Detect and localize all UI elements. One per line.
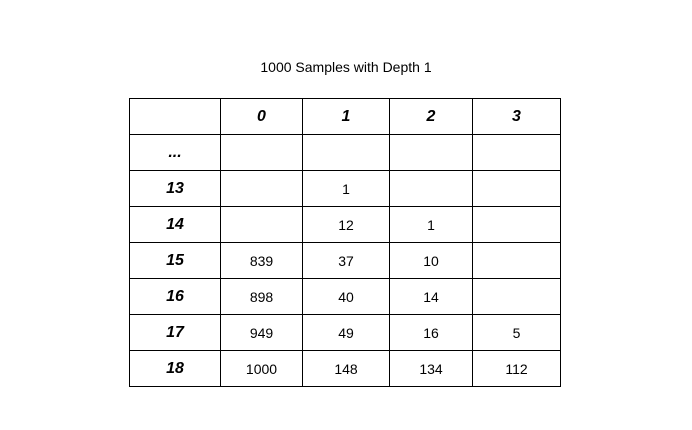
- table-cell: 10: [390, 243, 473, 279]
- samples-table: [129, 98, 561, 387]
- table-cell: [303, 135, 390, 171]
- table-cell: [473, 279, 561, 315]
- row-header: ...: [130, 135, 221, 171]
- row-header: 16: [130, 279, 221, 315]
- table-cell: 148: [303, 351, 390, 387]
- column-header: 2: [390, 99, 473, 135]
- table-row: [130, 135, 561, 171]
- table-cell: [390, 135, 473, 171]
- table-cell: 16: [390, 315, 473, 351]
- table-cell: 839: [221, 243, 303, 279]
- column-header: 0: [221, 99, 303, 135]
- table-cell: [473, 207, 561, 243]
- table-cell: 14: [390, 279, 473, 315]
- table-cell: [221, 135, 303, 171]
- table-cell: 1: [303, 171, 390, 207]
- table-cell: [390, 171, 473, 207]
- table-row: [130, 243, 561, 279]
- table-cell: 40: [303, 279, 390, 315]
- row-header: 17: [130, 315, 221, 351]
- table-cell: [221, 171, 303, 207]
- table-cell: 898: [221, 279, 303, 315]
- table-cell: 949: [221, 315, 303, 351]
- table-cell: 1000: [221, 351, 303, 387]
- table-cell: 134: [390, 351, 473, 387]
- header-row: [130, 99, 561, 135]
- row-header: 14: [130, 207, 221, 243]
- table-cell: 5: [473, 315, 561, 351]
- table-row: [130, 171, 561, 207]
- row-header: 13: [130, 171, 221, 207]
- table-cell: 49: [303, 315, 390, 351]
- column-header: 1: [303, 99, 390, 135]
- table-title: 1000 Samples with Depth 1: [260, 59, 432, 75]
- table-row: [130, 279, 561, 315]
- table-row: [130, 315, 561, 351]
- column-header: 3: [473, 99, 561, 135]
- table-cell: [221, 207, 303, 243]
- corner-cell: [130, 99, 221, 135]
- table-cell: 1: [390, 207, 473, 243]
- row-header: 15: [130, 243, 221, 279]
- table-cell: [473, 243, 561, 279]
- table-cell: [473, 171, 561, 207]
- table-cell: 12: [303, 207, 390, 243]
- table-cell: 37: [303, 243, 390, 279]
- table-row: [130, 351, 561, 387]
- table-cell: 112: [473, 351, 561, 387]
- table-cell: [473, 135, 561, 171]
- row-header: 18: [130, 351, 221, 387]
- table-row: [130, 207, 561, 243]
